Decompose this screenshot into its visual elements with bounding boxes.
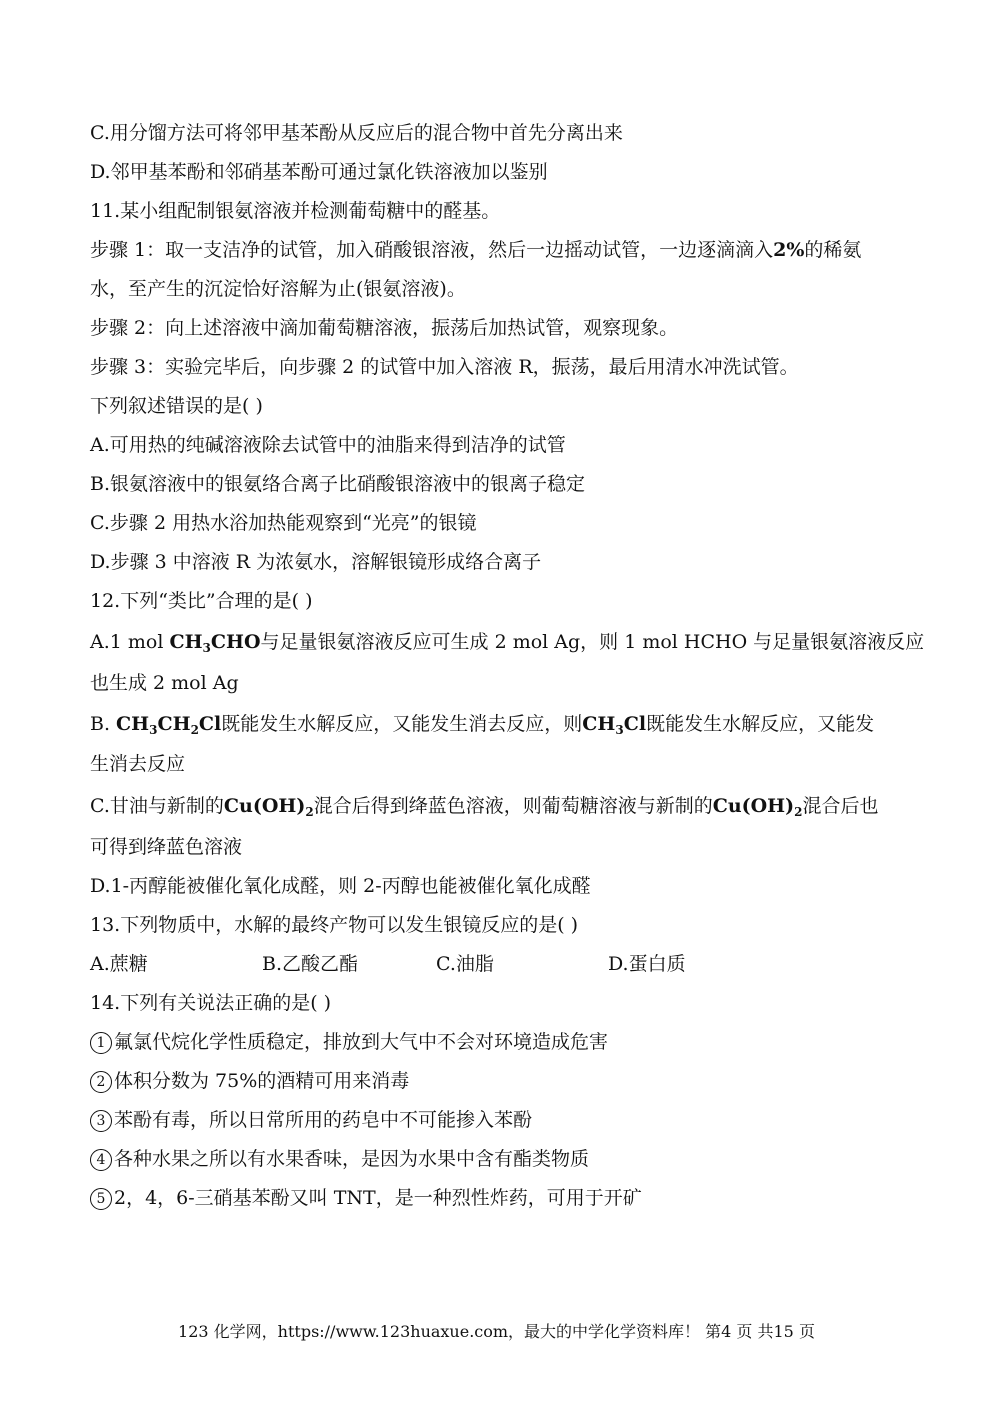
q11-step2: 步骤 2：向上述溶液中滴加葡萄糖溶液，振荡后加热试管，观察现象。 [90,317,679,339]
q12-stem: 12.下列“类比”合理的是( ) [90,590,313,612]
q14-item: 5 2，4，6-三硝基苯酚又叫 TNT，是一种烈性炸药，可用于开矿 [90,1186,910,1210]
q12-option-c-line1: C.甘油与新制的$Cu(OH)_2$混合后得到绛蓝色溶液，则葡萄糖溶液与新制的$Cu(OH)_2$混合后也 [90,795,879,819]
q11-option-c: C.步骤 2 用热水浴加热能观察到“光亮”的银镜 [90,512,477,534]
q11-step3: 步骤 3：实验完毕后，向步骤 2 的试管中加入溶液 R，振荡，最后用清水冲洗试管。 [90,356,799,378]
q13-option-d: D.蛋白质 [608,953,686,975]
q14-item: 4 各种水果之所以有水果香味，是因为水果中含有酯类物质 [90,1147,910,1171]
q10-option-d: D.邻甲基苯酚和邻硝基苯酚可通过氯化铁溶液加以鉴别 [90,161,548,183]
formula-cuoh2: $Cu(OH)_2$ [223,795,314,819]
formula-ch3cho: $CH_3CHO$ [169,631,261,655]
circled-number: 4 [90,1149,112,1171]
q13-option-b: B.乙酸乙酯 [262,953,359,975]
page-footer: 123 化学网，https://www.123huaxue.com，最大的中学化学资料库！ 第4 页 共15 页 [178,1322,815,1341]
q13-option-c: C.油脂 [436,953,494,975]
q11-option-d: D.步骤 3 中溶液 R 为浓氨水，溶解银镜形成络合离子 [90,551,542,573]
q12-option-a-line2: 也生成 2 mol Ag [90,672,239,694]
q14-item: 3 苯酚有毒，所以日常所用的药皂中不可能掺入苯酚 [90,1108,910,1132]
circled-number: 1 [90,1032,112,1054]
circled-number: 2 [90,1071,112,1093]
q11-stem: 11.某小组配制银氨溶液并检测葡萄糖中的醛基。 [90,200,501,222]
formula-ch3cl: $CH_3Cl$ [582,713,647,737]
q11-option-b: B.银氨溶液中的银氨络合离子比硝酸银溶液中的银离子稳定 [90,473,586,495]
circled-number: 3 [90,1110,112,1132]
q14-item: 2 体积分数为 75%的酒精可用来消毒 [90,1069,910,1093]
circled-number: 5 [90,1188,112,1210]
q12-option-a-line1: A.1 mol $CH_3CHO$与足量银氨溶液反应可生成 2 mol Ag，则 1 mol HCHO 与足量银氨溶液反应 [90,631,925,655]
q13-option-a: A.蔗糖 [90,953,148,975]
q12-option-d: D.1-丙醇能被催化氧化成醛，则 2-丙醇也能被催化氧化成醛 [90,875,591,897]
q11-step1-line2: 水，至产生的沉淀恰好溶解为止(银氨溶液)。 [90,278,466,300]
q11-question: 下列叙述错误的是( ) [90,395,263,417]
q14-item: 1 氟氯代烷化学性质稳定，排放到大气中不会对环境造成危害 [90,1030,910,1054]
q11-option-a: A.可用热的纯碱溶液除去试管中的油脂来得到洁净的试管 [90,434,566,456]
formula-cuoh2: $Cu(OH)_2$ [712,795,803,819]
q12-option-b-line2: 生消去反应 [90,753,186,775]
q13-stem: 13.下列物质中，水解的最终产物可以发生银镜反应的是( ) [90,914,579,936]
formula-ch3ch2cl: $CH_3CH_2Cl$ [116,713,222,737]
q10-option-c: C.用分馏方法可将邻甲基苯酚从反应后的混合物中首先分离出来 [90,122,623,144]
q12-option-b-line1: B. $CH_3CH_2Cl$既能发生水解反应，又能发生消去反应，则$CH_3Cl$既能发生水解反应，又能发 [90,713,875,737]
q12-option-c-line2: 可得到绛蓝色溶液 [90,836,243,858]
q11-step1-line1: 步骤 1：取一支洁净的试管，加入硝酸银溶液，然后一边摇动试管，一边逐滴滴入2%的稀氨 [90,239,862,261]
q14-stem: 14.下列有关说法正确的是( ) [90,992,332,1014]
